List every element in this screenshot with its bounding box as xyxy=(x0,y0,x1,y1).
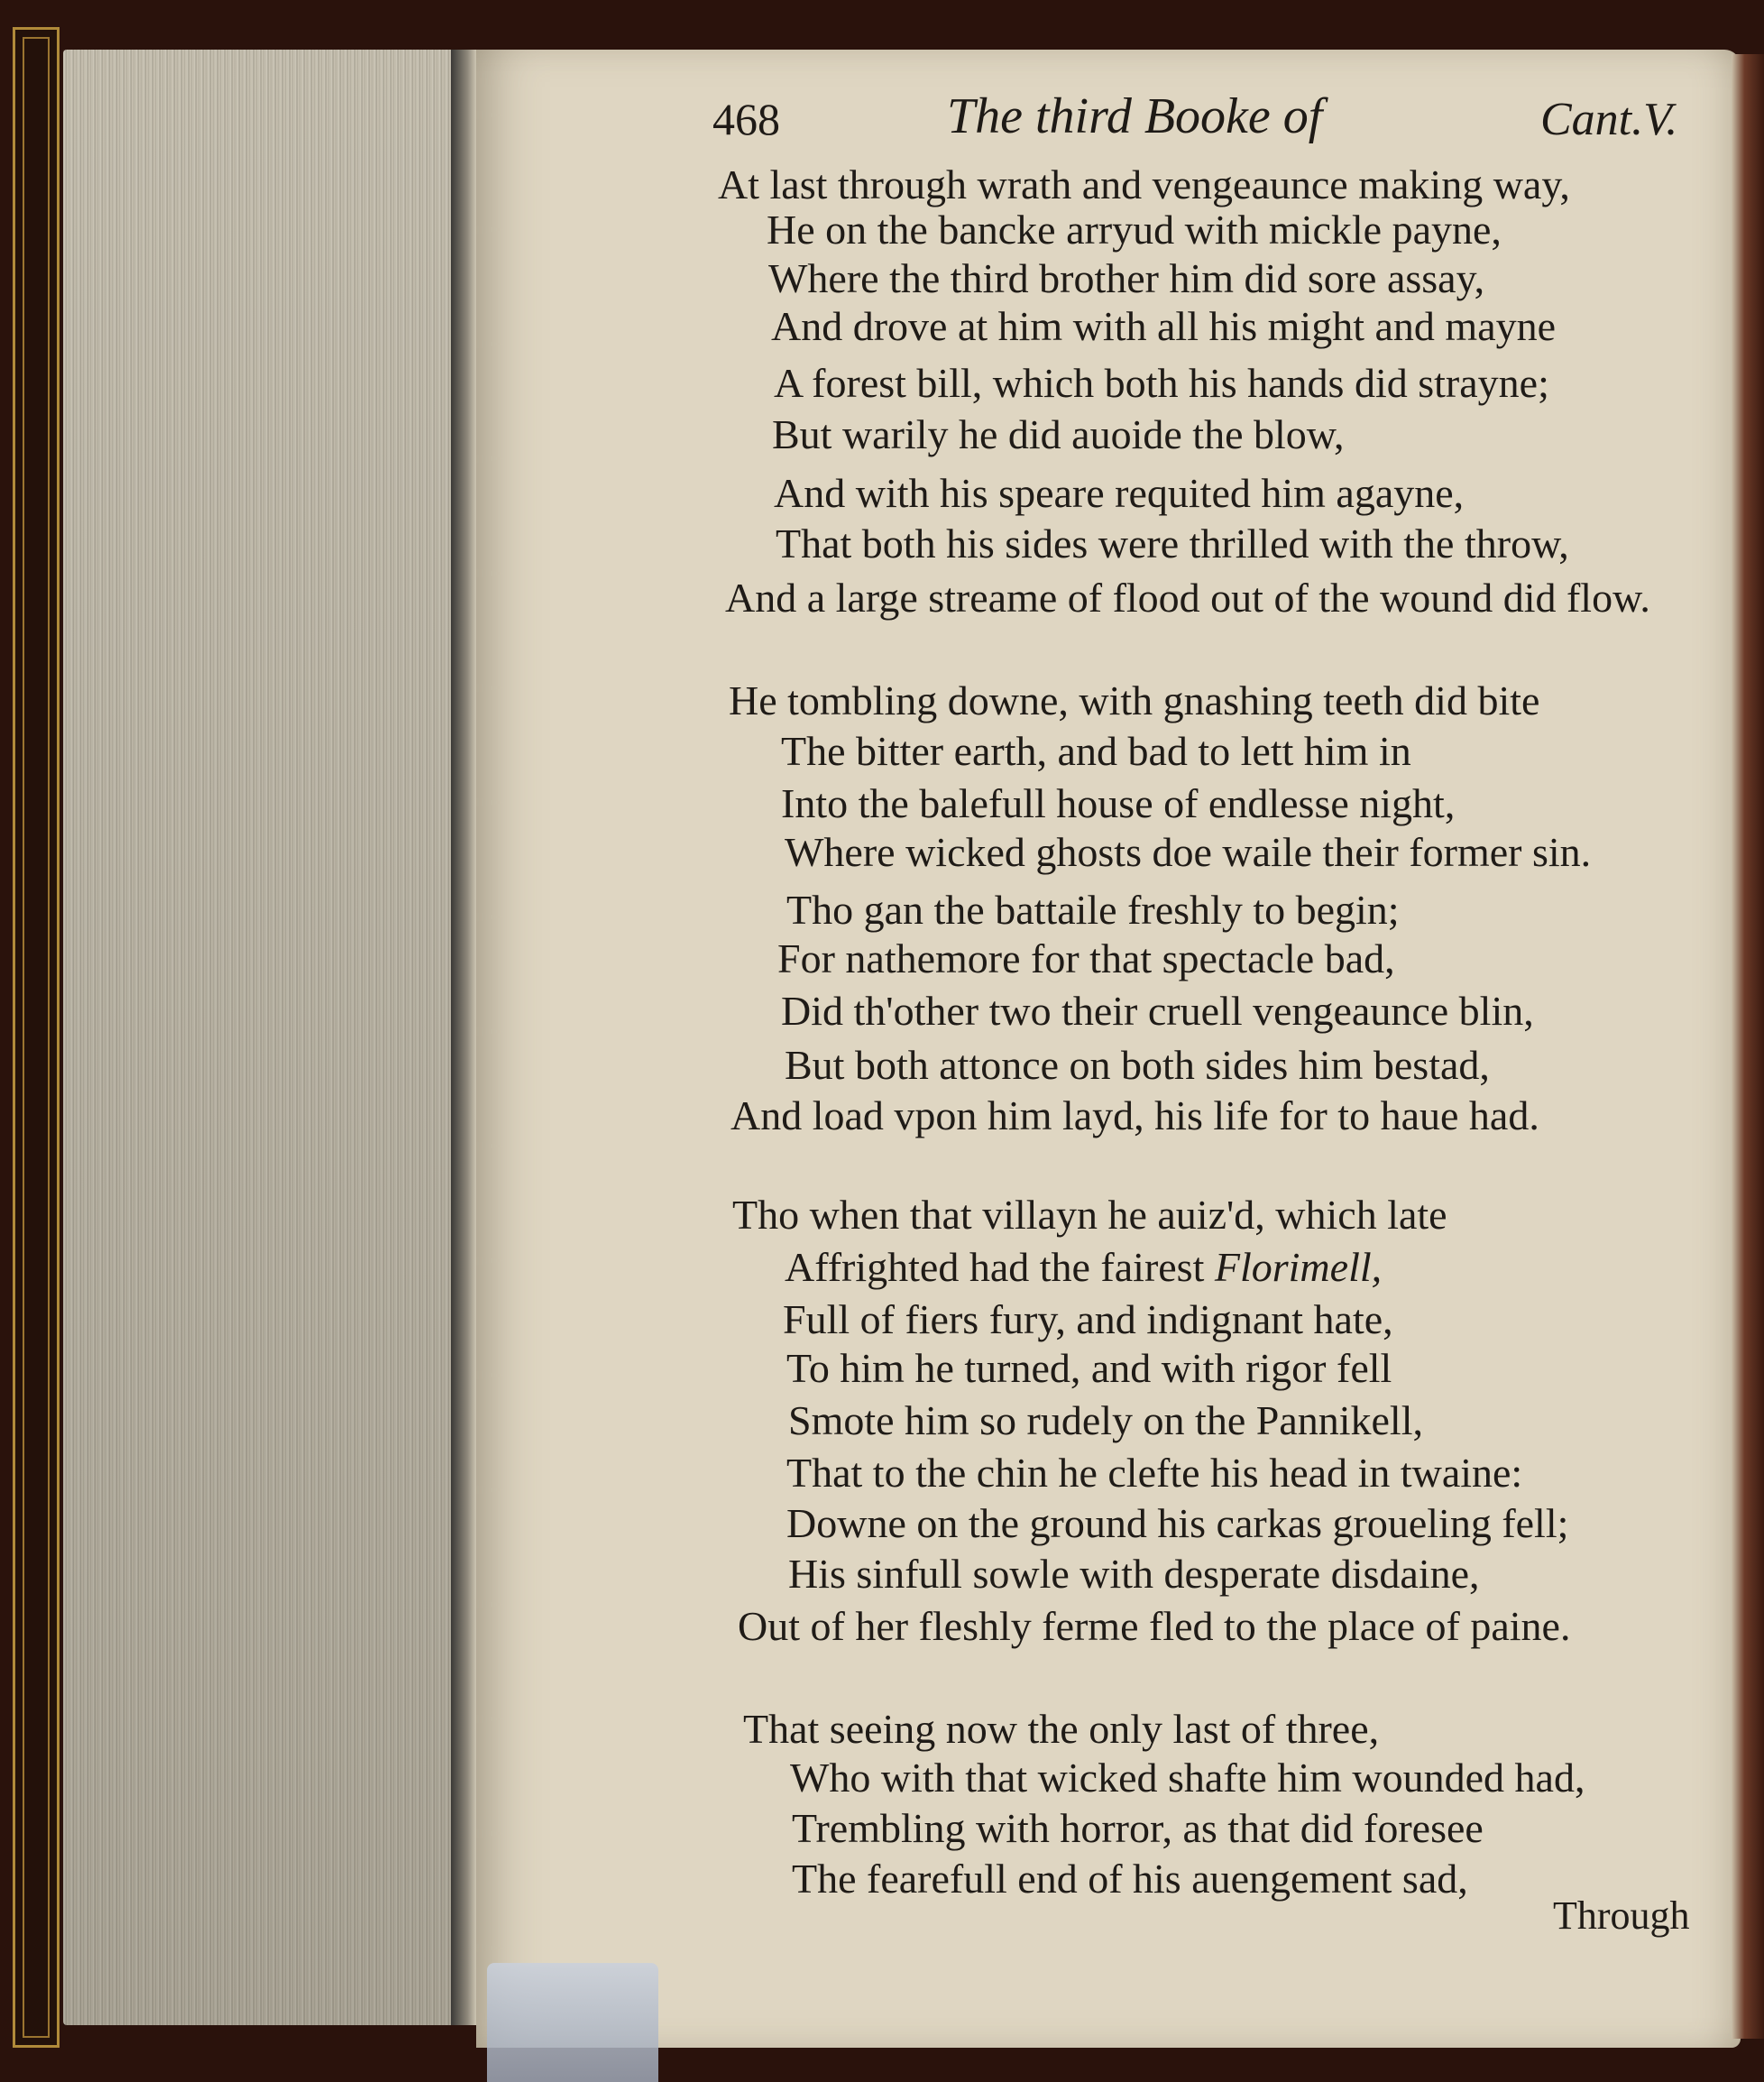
verse-line: Where wicked ghosts doe waile their former sin. xyxy=(785,829,1592,875)
verse-line: Downe on the ground his carkas groueling fell; xyxy=(786,1500,1569,1546)
verse-line: Tho when that villayn he auiz'd, which late xyxy=(732,1192,1447,1238)
verse-line: That to the chin he clefte his head in twaine: xyxy=(786,1450,1523,1496)
verse-line: A forest bill, which both his hands did strayne; xyxy=(774,360,1549,406)
verse-line: And drove at him with all his might and mayne xyxy=(771,303,1557,349)
verse-line xyxy=(785,1243,1382,1291)
name-florimell: Florimell, xyxy=(1214,1244,1383,1290)
verse-line: To him he turned, and with rigor fell xyxy=(786,1345,1392,1391)
verse-line: Did th'other two their cruell vengeaunce blin, xyxy=(781,988,1534,1034)
verse-line: That seeing now the only last of three, xyxy=(743,1706,1380,1752)
verse-line: Tho gan the battaile freshly to begin; xyxy=(786,887,1400,933)
verse-line: He on the bancke arryud with mickle payne, xyxy=(767,207,1502,253)
verse-line: Where the third brother him did sore assay, xyxy=(768,255,1485,301)
running-title: The third Booke of xyxy=(947,88,1323,144)
verse-line: Trembling with horror, as that did foresee xyxy=(792,1805,1484,1851)
verse-line: And a large streame of flood out of the wound did flow. xyxy=(725,575,1650,621)
verse-line: And with his speare requited him agayne, xyxy=(774,470,1465,516)
page-number: 468 xyxy=(712,94,780,144)
verse-line: And load vpon him layd, his life for to haue had. xyxy=(730,1092,1539,1138)
verse-line: But both attonce on both sides him bestad, xyxy=(785,1042,1490,1088)
verse-line: For nathemore for that spectacle bad, xyxy=(777,935,1395,981)
verse-line: Who with that wicked shafte him wounded had, xyxy=(790,1755,1585,1801)
verse-line: The bitter earth, and bad to lett him in xyxy=(781,728,1411,774)
bookmark-tab xyxy=(487,1963,658,2082)
verse-line: He tombling downe, with gnashing teeth did bite xyxy=(729,677,1540,723)
verse-line: Into the balefull house of endlesse night, xyxy=(781,780,1456,826)
verse-line: But warily he did auoide the blow, xyxy=(772,411,1345,457)
verse-line: Full of fiers fury, and indignant hate, xyxy=(783,1296,1393,1342)
verse-line: The fearefull end of his auengement sad, xyxy=(792,1856,1468,1902)
canto-label: Cant.V. xyxy=(1540,94,1678,145)
verse-line: Out of her fleshly ferme fled to the place of paine. xyxy=(738,1603,1571,1649)
page-edges xyxy=(63,50,473,2025)
gutter-shadow xyxy=(451,50,478,2025)
right-page-edge xyxy=(1732,54,1764,2039)
gilt-border xyxy=(13,27,60,2048)
verse-line: Smote him so rudely on the Pannikell, xyxy=(788,1397,1423,1443)
verse-line: That both his sides were thrilled with the throw, xyxy=(776,520,1569,567)
catchword: Through xyxy=(1553,1893,1690,1938)
verse-line: His sinfull sowle with desperate disdaine, xyxy=(788,1551,1480,1597)
verse-text: Affrighted had the fairest xyxy=(785,1244,1215,1290)
running-head xyxy=(0,86,1764,158)
verse-line: At last through wrath and vengeaunce making way, xyxy=(718,161,1570,207)
